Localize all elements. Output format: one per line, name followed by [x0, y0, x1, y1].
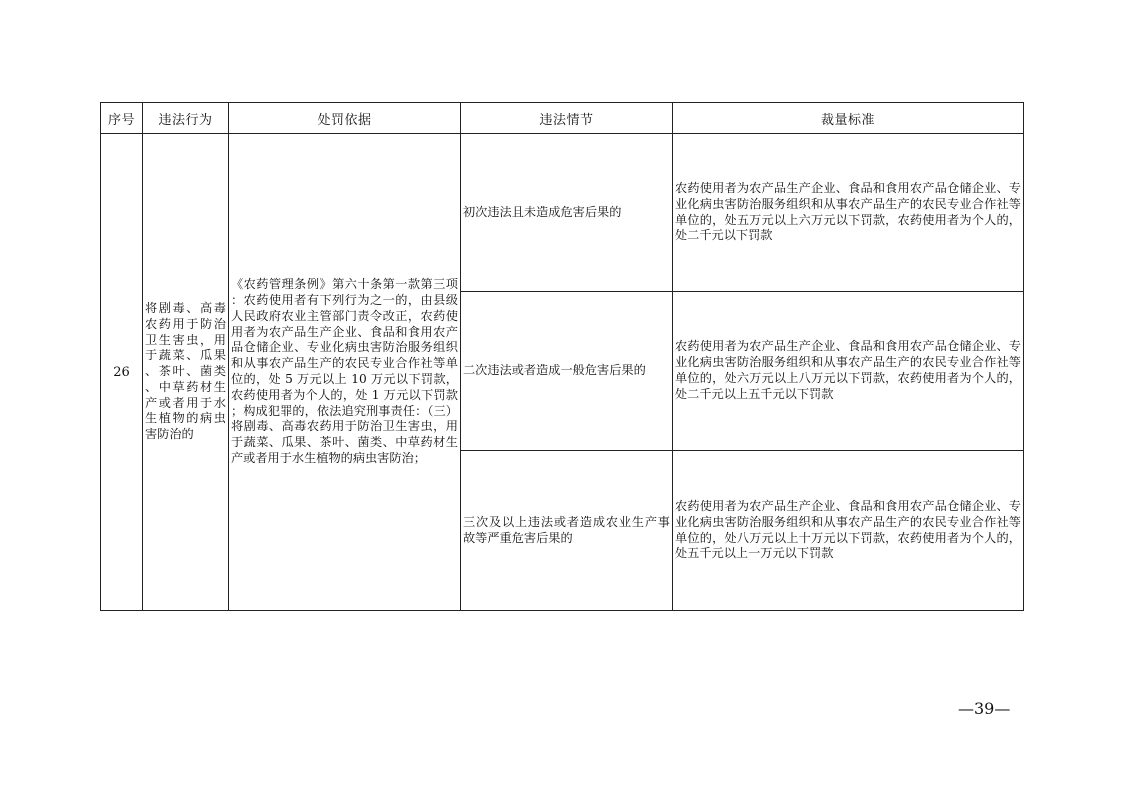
seq-cell: 26 [101, 134, 143, 611]
standard-cell-2: 农药使用者为农产品生产企业、食品和食用农产品仓储企业、专业化病虫害防治服务组织和从事农产品生产的农民专业合作社等单位的，处六万元以上八万元以下罚款，农药使用者为个人的，处二千元以上五千元以下罚款 [673, 292, 1024, 451]
violation-cell: 将剧毒、高毒农药用于防治卫生害虫，用于蔬菜、瓜果、茶叶、菌类、中草药材生产或者用于水生植物的病虫害防治的 [143, 134, 229, 611]
header-circumstance: 违法情节 [461, 103, 673, 134]
basis-cell: 《农药管理条例》第六十条第一款第三项：农药使用者有下列行为之一的，由县级人民政府农业主管部门责令改正，农药使用者为农产品生产企业、食品和食用农产品仓储企业、专业化病虫害防治服务组织和从事农产品生产的农民专业合作社等单位的，处 5 万元以上 10 万元以下罚款，农药使用者为个人的，处 1 万元以下罚款；构成犯罪的，依法追究刑事责任：（三）将剧毒、高毒农药用于防治卫生害虫，用于蔬菜、瓜果、茶叶、菌类、中草药材生产或者用于水生植物的病虫害防治； [229, 134, 461, 611]
header-basis: 处罚依据 [229, 103, 461, 134]
circumstance-cell-3: 三次及以上违法或者造成农业生产事故等严重危害后果的 [461, 451, 673, 611]
header-standard: 裁量标准 [673, 103, 1024, 134]
header-seq: 序号 [101, 103, 143, 134]
standard-cell-3: 农药使用者为农产品生产企业、食品和食用农产品仓储企业、专业化病虫害防治服务组织和从事农产品生产的农民专业合作社等单位的，处八万元以上十万元以下罚款，农药使用者为个人的，处五千元以上一万元以下罚款 [673, 451, 1024, 611]
circumstance-cell-2: 二次违法或者造成一般危害后果的 [461, 292, 673, 451]
header-violation: 违法行为 [143, 103, 229, 134]
page-number: —39— [958, 699, 1011, 718]
table-header-row [101, 103, 1024, 134]
penalty-standard-table [100, 102, 1024, 611]
standard-cell-1: 农药使用者为农产品生产企业、食品和食用农产品仓储企业、专业化病虫害防治服务组织和从事农产品生产的农民专业合作社等单位的，处五万元以上六万元以下罚款，农药使用者为个人的，处二千元以下罚款 [673, 134, 1024, 292]
table-row [101, 134, 1024, 292]
circumstance-cell-1: 初次违法且未造成危害后果的 [461, 134, 673, 292]
